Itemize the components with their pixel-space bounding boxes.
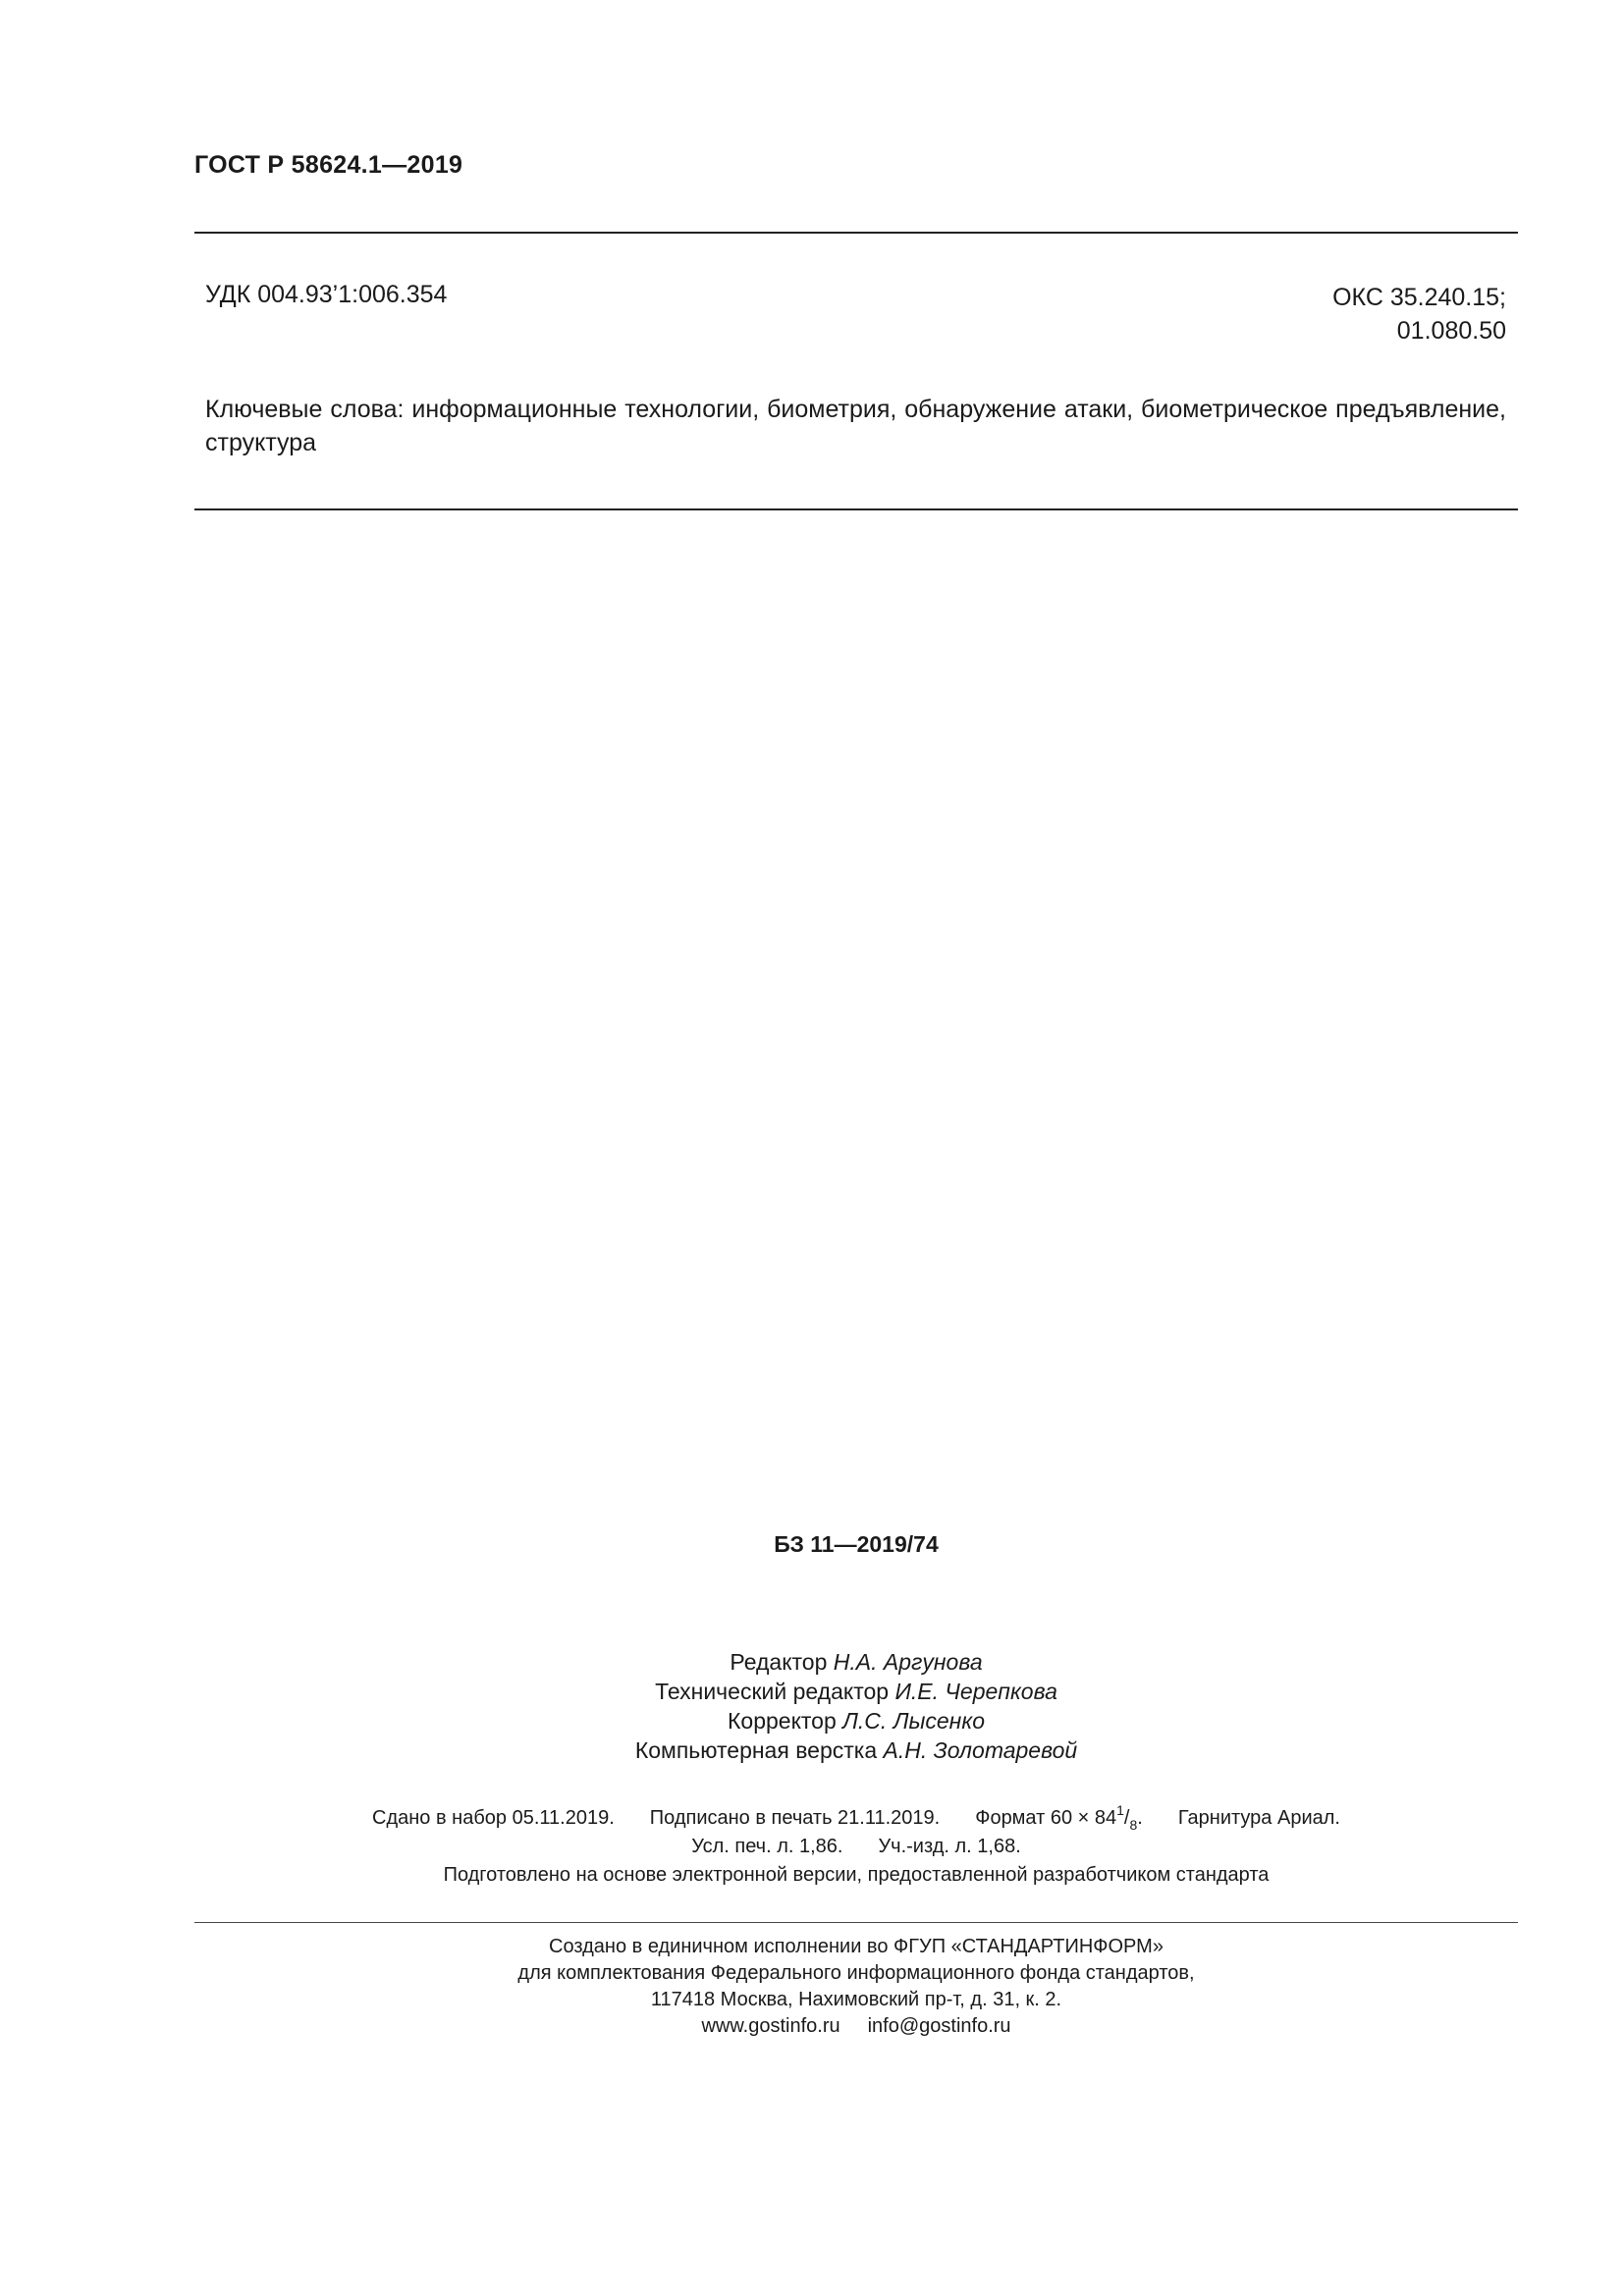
credits [194,1647,1518,1765]
standard-code: ГОСТ Р 58624.1—2019 [194,151,463,179]
credit-corrector-name: Л.С. Лысенко [842,1708,985,1734]
publisher-info [194,1934,1518,2040]
credit-editor [194,1647,1518,1677]
oks-line-2: 01.080.50 [1396,317,1506,345]
credit-layout [194,1735,1518,1765]
keywords-divider [194,508,1518,510]
imprint-typeface: Гарнитура Ариал. [1177,1807,1340,1829]
oks-codes [1332,281,1506,347]
credit-layout-name: А.Н. Золотаревой [883,1737,1078,1763]
credit-tech-editor-name: И.Е. Черепкова [894,1679,1057,1704]
publisher-line-1: Создано в единичном исполнении во ФГУП «СТАНДАРТИНФОРМ» [549,1936,1164,1957]
credit-tech-editor-label: Технический редактор [655,1679,890,1704]
imprint-format-suffix: . [1137,1807,1143,1829]
keywords: Ключевые слова: информационные технологии, биометрия, обнаружение атаки, биометрическое предъявление, структура [205,396,1506,456]
imprint-format: Формат $60 \times 84^1/_8$. [975,1802,1143,1833]
udk-code: УДК 004.93’1:006.354 [205,281,448,308]
credit-editor-label: Редактор [730,1649,828,1675]
publisher-email[interactable]: info@gostinfo.ru [867,2015,1011,2037]
imprint-pub-sheets: Уч.-изд. л. 1,68. [878,1836,1021,1857]
credit-tech-editor [194,1677,1518,1706]
credit-layout-label: Компьютерная верстка [634,1737,878,1763]
publisher-address: 117418 Москва, Нахимовский пр-т, д. 31, к. 2. [650,1989,1062,2010]
imprint-prepared: Подготовлено на основе электронной версии, предоставленной разработчиком стандарта [443,1864,1270,1886]
credit-corrector-label: Корректор [728,1708,837,1734]
imprint [194,1804,1518,1890]
oks-line-1: ОКС 35.240.15; [1332,284,1506,311]
publisher-divider [194,1922,1518,1923]
imprint-line-2 [194,1833,1518,1861]
imprint-line-1 [194,1804,1518,1833]
imprint-format-prefix: Формат 60 × 84 [975,1807,1117,1829]
imprint-format-numerator: 1 [1116,1802,1124,1818]
imprint-print-sheets: Усл. печ. л. 1,86. [691,1836,843,1857]
credit-editor-name: Н.А. Аргунова [833,1649,983,1675]
imprint-submitted: Сдано в набор 05.11.2019. [372,1807,615,1829]
bz-number: БЗ 11—2019/74 [774,1531,939,1557]
publisher-website[interactable]: www.gostinfo.ru [701,2015,840,2037]
imprint-format-denominator: 8 [1129,1817,1138,1833]
credit-corrector [194,1706,1518,1735]
imprint-signed: Подписано в печать 21.11.2019. [649,1807,941,1829]
top-divider [194,232,1518,234]
publisher-line-2: для комплектования Федерального информационного фонда стандартов, [517,1962,1195,1984]
publisher-contacts [194,2013,1518,2040]
